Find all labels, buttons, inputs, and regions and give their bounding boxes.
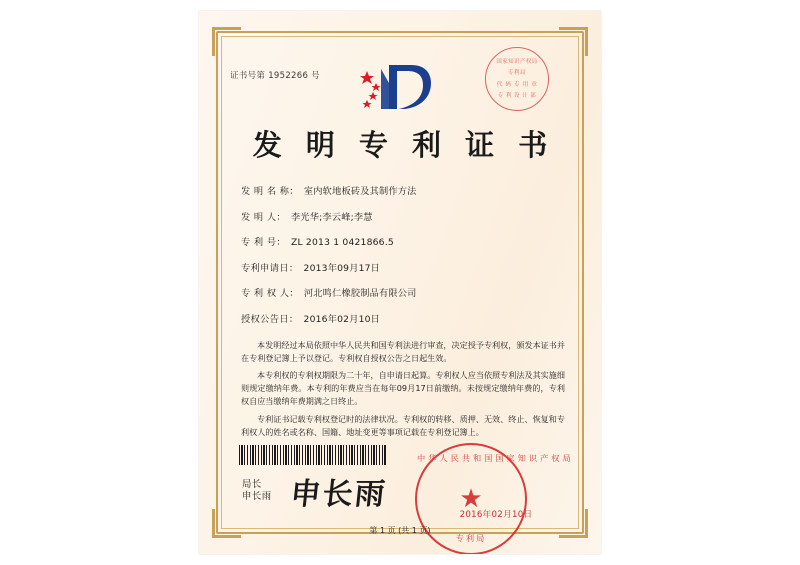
signature-label-line-2: 申长雨 bbox=[242, 490, 272, 502]
field-row-patent-number bbox=[241, 234, 567, 248]
seal-ring-text-bottom: 专利局 bbox=[455, 533, 487, 543]
seal-ring-text-top: 中华人民共和国国家知识产权局 bbox=[417, 453, 574, 463]
corner-ornament-top-right bbox=[559, 27, 588, 56]
field-value: 河北鸣仁橡胶制品有限公司 bbox=[303, 288, 417, 299]
field-label: 发 明 人： bbox=[241, 211, 286, 223]
field-value: 2013年09月17日 bbox=[303, 262, 381, 274]
field-row-grant-date bbox=[241, 311, 567, 325]
certificate-fields bbox=[241, 183, 567, 336]
field-value: 李光华;李云峰;李慧 bbox=[291, 211, 373, 223]
seal-star-icon: ★ bbox=[459, 484, 483, 514]
top-right-stamp-line-3: 代 码 专 用 章 bbox=[496, 82, 538, 88]
field-row-inventors bbox=[241, 209, 567, 223]
field-row-invention-name bbox=[241, 183, 567, 197]
field-value: ZL 2013 1 0421866.5 bbox=[291, 237, 394, 248]
signature-label bbox=[242, 479, 272, 503]
body-paragraph-2: 本专利权的专利权期限为二十年，自申请日起算。专利权人应当依照专利法及其实施细则规定缴纳年费。本专利的年费应当在每年09月17日前缴纳。未按规定缴纳年费的，专利权自应当缴纳年费期满之日终止。 bbox=[241, 370, 565, 407]
field-value: 2016年02月10日 bbox=[303, 313, 381, 325]
top-right-stamp-line-2: 专利局 bbox=[508, 70, 526, 76]
barcode bbox=[239, 445, 387, 465]
field-label: 专 利 号： bbox=[241, 237, 286, 248]
top-right-stamp-line-1: 国家知识产权局 bbox=[496, 59, 538, 65]
body-paragraph-3: 专利证书记载专利权登记时的法律状况。专利权的转移、质押、无效、终止、恢复和专利权人的姓名或名称、国籍、地址变更等事项记载在专利登记簿上。 bbox=[241, 413, 565, 437]
field-label: 专利申请日： bbox=[241, 262, 299, 274]
field-label: 专 利 权 人： bbox=[241, 288, 299, 299]
signature-label-line-1: 局长 bbox=[242, 479, 262, 490]
field-row-patentee bbox=[241, 285, 567, 299]
certificate-body-text bbox=[241, 339, 565, 443]
top-right-stamp-line-4: 专 利 设 计 部 bbox=[497, 93, 537, 99]
page-title: 发 明 专 利 证 书 bbox=[252, 128, 555, 162]
seal-date: 2016年02月10日 bbox=[459, 510, 533, 520]
page-number-footer: 第 1 页 (共 1 页) bbox=[369, 526, 431, 535]
field-row-application-date bbox=[241, 260, 567, 274]
field-value: 室内软地板砖及其制作方法 bbox=[303, 186, 417, 197]
certificate-serial-number: 证书号第 1952266 号 bbox=[230, 71, 320, 81]
field-label: 发 明 名 称： bbox=[241, 186, 299, 197]
corner-ornament-top-left bbox=[212, 27, 241, 56]
body-paragraph-1: 本发明经过本局依照中华人民共和国专利法进行审查，决定授予专利权，颁发本证书并在专利登记簿上予以登记。专利权自授权公告之日起生效。 bbox=[241, 340, 565, 364]
handwritten-signature: 申长雨 bbox=[288, 477, 389, 512]
field-label: 授权公告日： bbox=[241, 313, 299, 325]
top-right-stamp bbox=[485, 47, 549, 111]
official-red-seal bbox=[415, 443, 574, 554]
patent-certificate bbox=[199, 11, 601, 554]
patent-office-logo-icon bbox=[359, 59, 437, 115]
